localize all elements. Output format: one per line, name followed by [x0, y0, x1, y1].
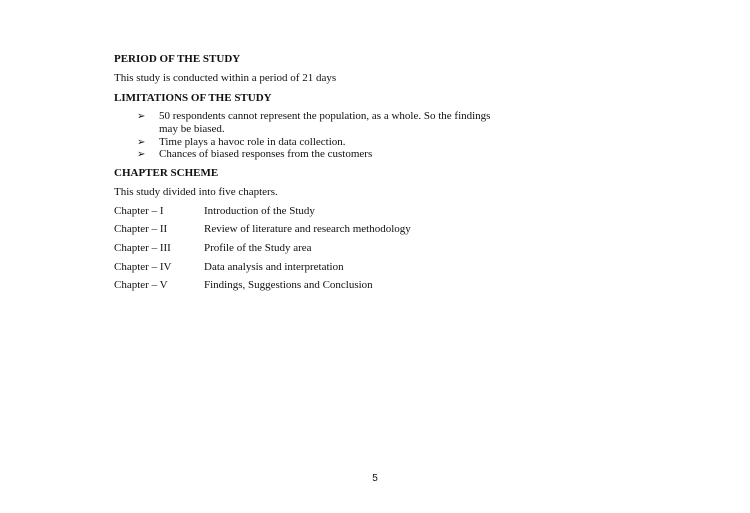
chapter-row: [114, 261, 344, 274]
chapter-number: Chapter – II: [114, 223, 168, 235]
chapter-title: Findings, Suggestions and Conclusion: [204, 279, 373, 291]
page-number: 5: [372, 473, 378, 484]
chapter-number: Chapter – III: [114, 242, 171, 254]
chapter-row: [114, 279, 373, 292]
chapter-title: Review of literature and research methodology: [204, 223, 411, 235]
chapter-row: [114, 223, 411, 236]
chapter-title: Data analysis and interpretation: [204, 261, 344, 273]
chapter-row: [114, 205, 315, 218]
limitation-text-continued: may be biased.: [159, 123, 225, 135]
limitations-heading: LIMITATIONS OF THE STUDY: [114, 92, 272, 104]
chapter-scheme-heading: CHAPTER SCHEME: [114, 167, 219, 179]
limitation-text: 50 respondents cannot represent the population, as a whole. So the findings: [159, 110, 491, 122]
chapter-number: Chapter – I: [114, 205, 164, 217]
chapter-number: Chapter – V: [114, 279, 168, 291]
chapter-title: Profile of the Study area: [204, 242, 312, 254]
limitation-item: [137, 148, 372, 161]
chapter-row: [114, 242, 312, 255]
limitation-item: [137, 110, 490, 123]
chapter-title: Introduction of the Study: [204, 205, 315, 217]
period-heading: PERIOD OF THE STUDY: [114, 53, 241, 65]
arrow-bullet-icon: ➢: [137, 149, 146, 160]
limitation-text: Chances of biased responses from the customers: [159, 148, 373, 160]
chapter-scheme-intro: This study divided into five chapters.: [114, 186, 278, 198]
arrow-bullet-icon: ➢: [137, 111, 146, 122]
limitation-text: Time plays a havoc role in data collection.: [159, 136, 346, 148]
chapter-number: Chapter – IV: [114, 261, 172, 273]
period-text: This study is conducted within a period of 21 days: [114, 72, 337, 84]
arrow-bullet-icon: ➢: [137, 137, 146, 148]
